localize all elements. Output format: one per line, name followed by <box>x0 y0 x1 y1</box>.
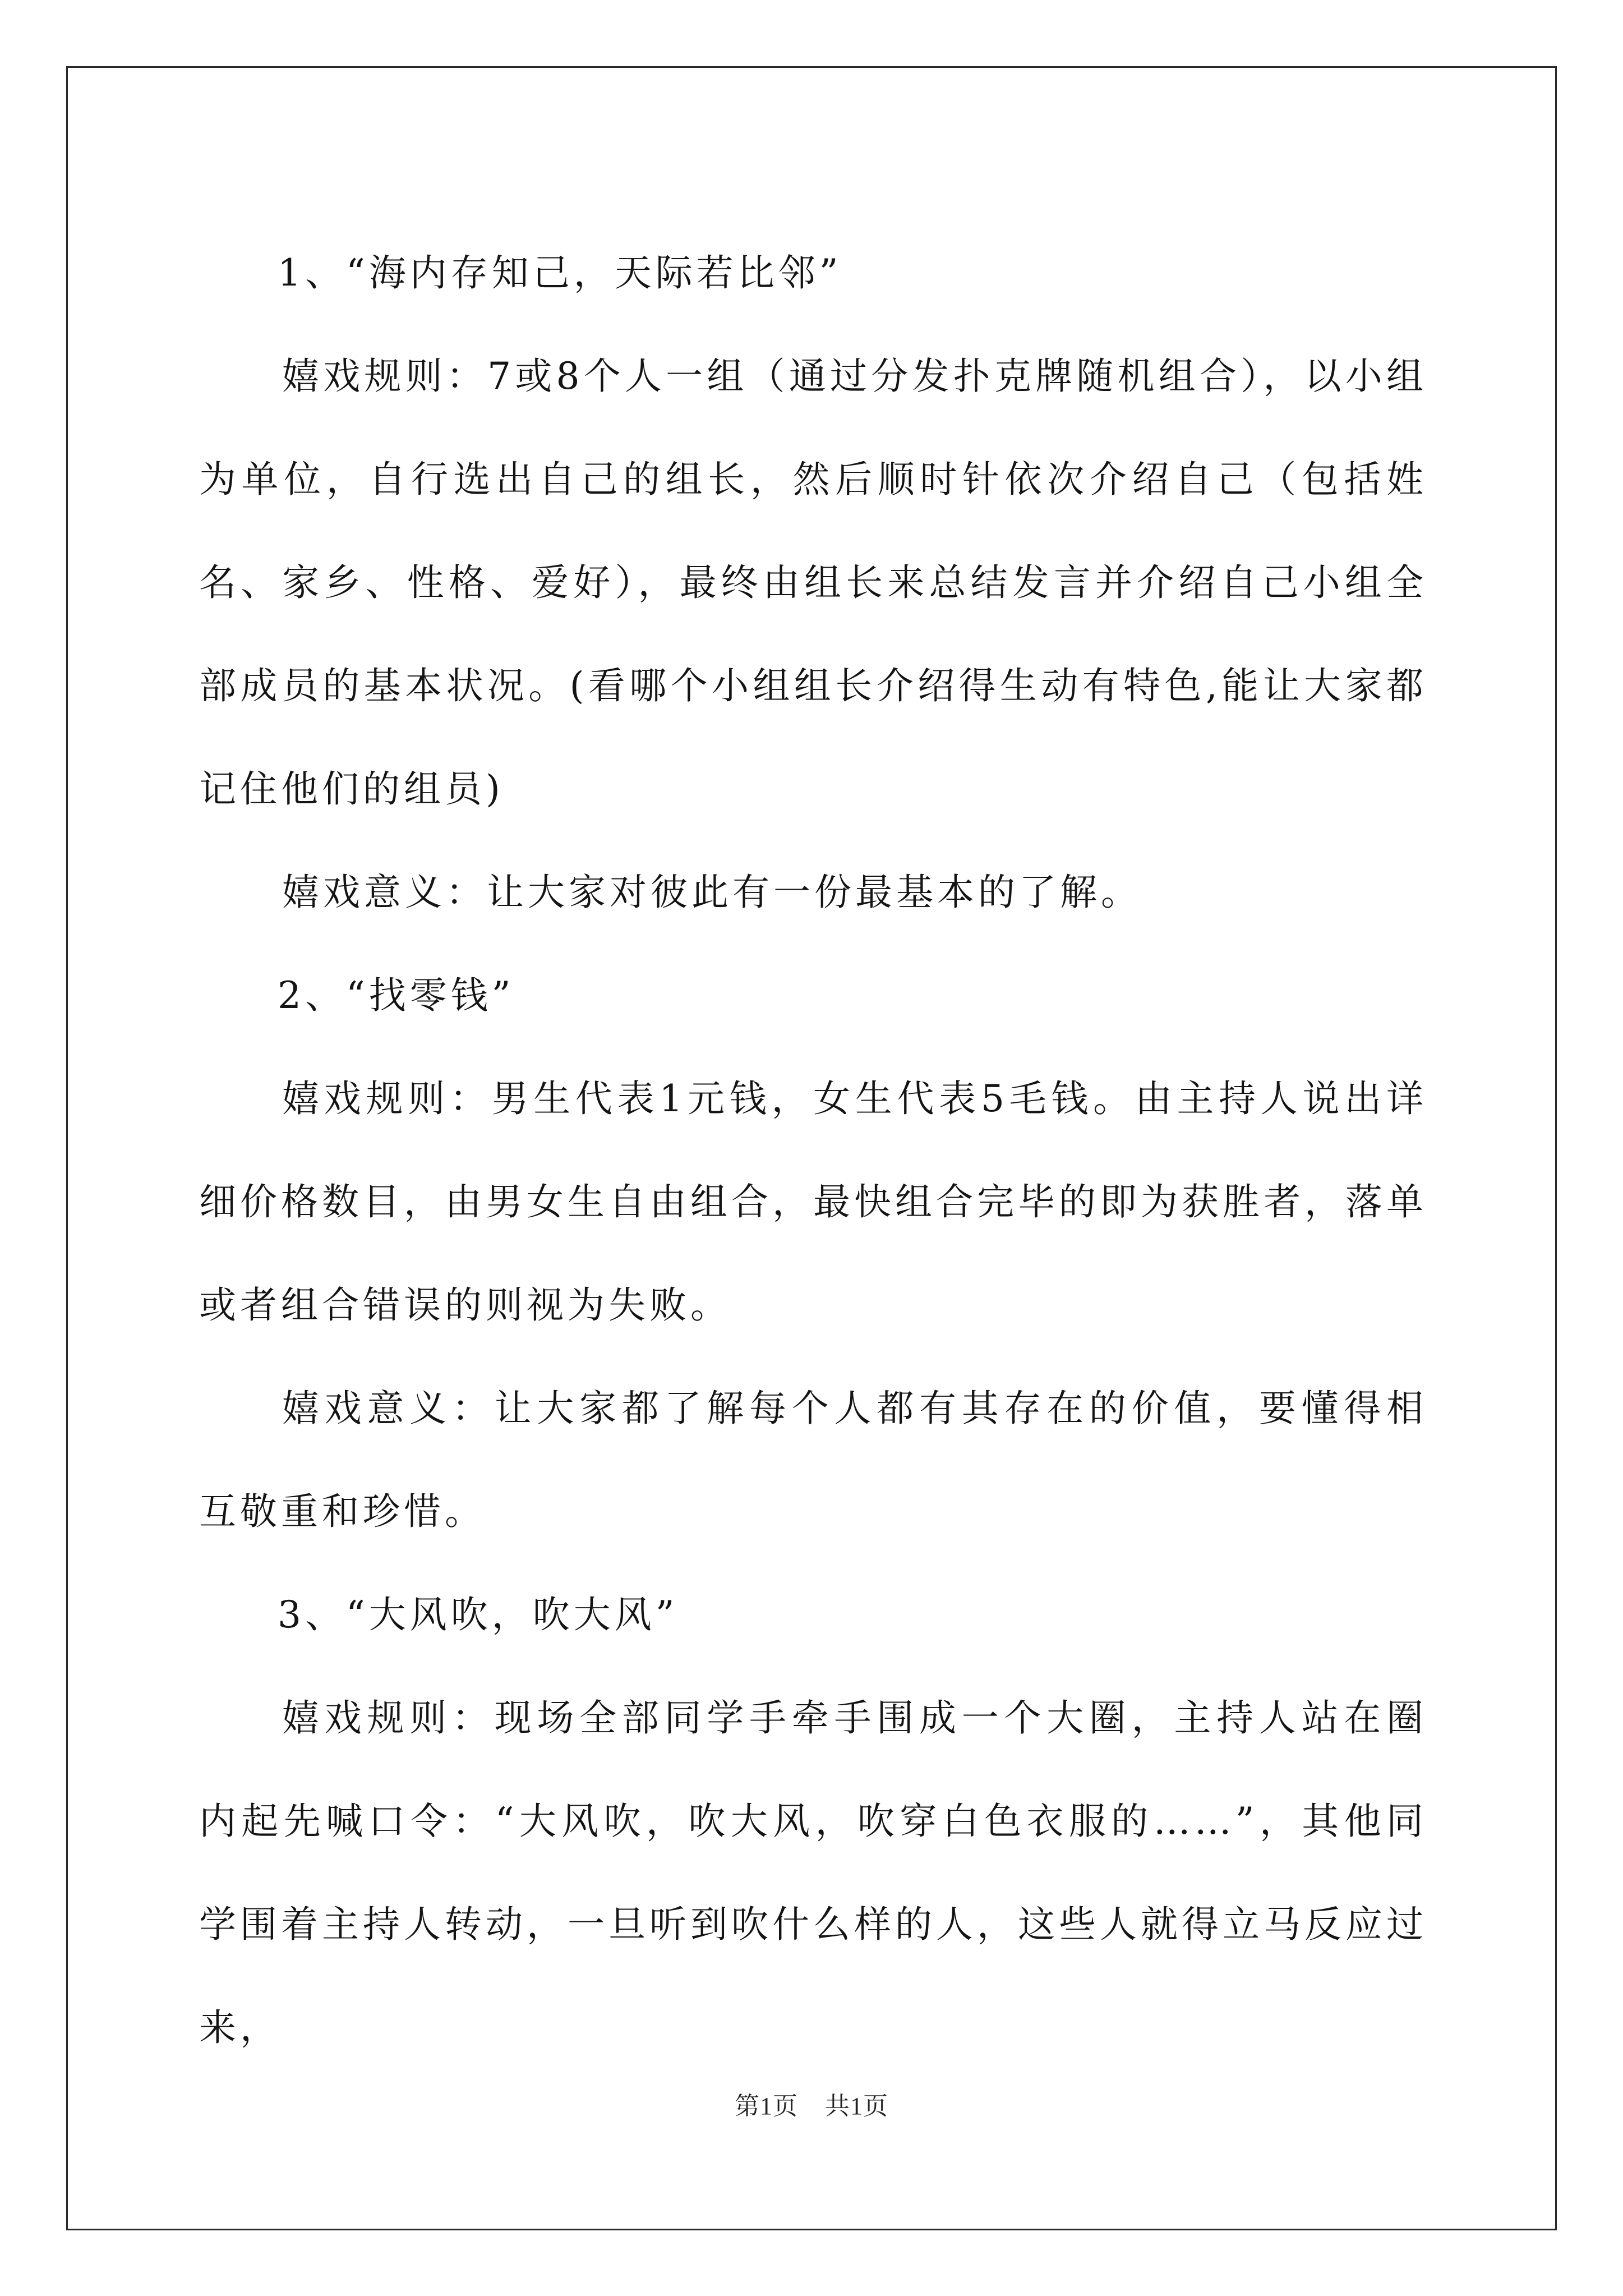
page-footer <box>0 2086 1623 2122</box>
rules-paragraph-2: 嬉戏规则：男生代表1元钱，女生代表5毛钱。由主持人说出详细价格数目，由男女生自由组合，最快组合完毕的即为获胜者，落单或者组合错误的则视为失败。 <box>199 1077 1427 1327</box>
section-heading-2: 2、“找零钱” <box>278 974 515 1017</box>
rules-paragraph-3: 嬉戏规则：现场全部同学手牵手围成一个大圈，主持人站在圈内起先喊口令：“大风吹，吹大风，吹穿白色衣服的……”，其他同学围着主持人转动，一旦听到吹什么样的人，这些人就得立马反应过来， <box>199 1696 1427 2049</box>
rules-paragraph-1: 嬉戏规则：7或8个人一组（通过分发扑克牌随机组合），以小组为单位，自行选出自己的组长，然后顺时针依次介绍自己（包括姓名、家乡、性格、爱好），最终由组长来总结发言并介绍自己小组全部成员的基本状况。(看哪个小组组长介绍得生动有特色,能让大家都记住他们的组员) <box>199 355 1427 811</box>
document-body <box>199 222 1427 2079</box>
section-heading-1: 1、“海内存知己，天际若比邻” <box>278 251 842 295</box>
page-number: 第1页 <box>735 2092 798 2120</box>
section-heading-3: 3、“大风吹，吹大风” <box>278 1593 679 1636</box>
page-total: 共1页 <box>825 2092 888 2120</box>
meaning-paragraph-2: 嬉戏意义：让大家都了解每个人都有其存在的价值，要懂得相互敬重和珍惜。 <box>199 1387 1427 1533</box>
meaning-paragraph-1: 嬉戏意义：让大家对彼此有一份最基本的了解。 <box>282 871 1142 914</box>
